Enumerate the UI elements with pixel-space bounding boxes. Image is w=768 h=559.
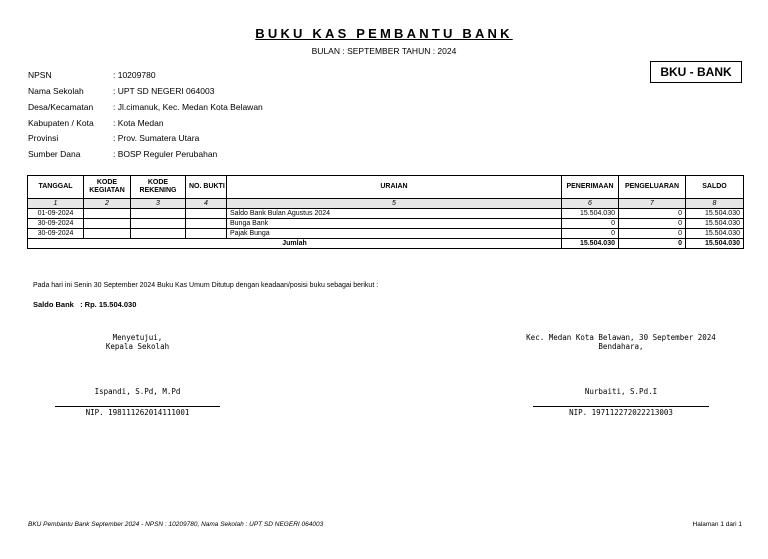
total-penerimaan: 15.504.030 (562, 239, 619, 249)
info-label: Provinsi (28, 133, 59, 143)
info-value: : UPT SD NEGERI 064003 (113, 86, 215, 96)
info-value: : BOSP Reguler Perubahan (113, 149, 218, 159)
info-row-npsn (28, 70, 156, 80)
cell-kode-kegiatan (84, 229, 131, 239)
cell-tanggal: 30-09-2024 (28, 219, 84, 229)
cell-saldo: 15.504.030 (686, 229, 744, 239)
cell-saldo: 15.504.030 (686, 209, 744, 219)
column-number: 3 (131, 199, 186, 209)
cell-penerimaan: 0 (562, 229, 619, 239)
cell-tanggal: 01-09-2024 (28, 209, 84, 219)
cell-pengeluaran: 0 (619, 209, 686, 219)
cell-tanggal: 30-09-2024 (28, 229, 84, 239)
cell-saldo: 15.504.030 (686, 219, 744, 229)
document-title: BUKU KAS PEMBANTU BANK (255, 26, 513, 41)
cell-penerimaan: 0 (562, 219, 619, 229)
table-row (28, 209, 744, 219)
cell-pengeluaran: 0 (619, 219, 686, 229)
cell-kode-kegiatan (84, 209, 131, 219)
signature-title: Kepala Sekolah (105, 342, 170, 351)
signature-place-date: Kec. Medan Kota Belawan, 30 September 2024 (526, 333, 716, 342)
signature-name: Nurbaiti, S.Pd.I (584, 387, 658, 396)
info-row-village (28, 102, 263, 112)
table-row (28, 229, 744, 239)
closing-statement: Pada hari ini Senin 30 September 2024 Buku Kas Umum Ditutup dengan keadaan/posisi buku sebagai berikut : (33, 282, 379, 289)
table-row (28, 219, 744, 229)
column-number: 5 (227, 199, 562, 209)
cell-uraian: Pajak Bunga (227, 229, 562, 239)
cell-uraian: Bunga Bank (227, 219, 562, 229)
info-row-fund-source (28, 149, 217, 159)
info-row-province (28, 133, 199, 143)
cell-penerimaan: 15.504.030 (562, 209, 619, 219)
footer-document-info: BKU Pembantu Bank September 2024 - NPSN : 10209780, Nama Sekolah : UPT SD NEGERI 064003 (28, 521, 324, 528)
column-number: 1 (28, 199, 84, 209)
info-value: : 10209780 (113, 70, 156, 80)
saldo-bank: Saldo Bank : Rp. 15.504.030 (33, 300, 137, 309)
info-row-regency (28, 118, 164, 128)
info-value: : Kota Medan (113, 118, 164, 128)
info-value: : Jl.cimanuk, Kec. Medan Kota Belawan (113, 102, 263, 112)
signature-line (533, 406, 709, 407)
total-label: Jumlah (28, 239, 562, 249)
signature-line (55, 406, 220, 407)
column-header: KODE KEGIATAN (84, 176, 131, 199)
cell-kode-rekening (131, 209, 186, 219)
bku-badge: BKU - BANK (650, 61, 742, 83)
footer-page-number: Halaman 1 dari 1 (692, 521, 742, 528)
column-header: URAIAN (227, 176, 562, 199)
column-number: 7 (619, 199, 686, 209)
info-label: Desa/Kecamatan (28, 102, 94, 112)
column-number-row (28, 199, 744, 209)
cell-uraian: Saldo Bank Bulan Agustus 2024 (227, 209, 562, 219)
column-header: PENERIMAAN (562, 176, 619, 199)
cell-no-bukti (186, 229, 227, 239)
cell-no-bukti (186, 219, 227, 229)
column-number: 4 (186, 199, 227, 209)
cell-kode-rekening (131, 219, 186, 229)
signature-nip: NIP. 197112272022213003 (569, 408, 673, 417)
signature-name: Ispandi, S.Pd, M.Pd (94, 387, 181, 396)
info-label: NPSN (28, 70, 52, 80)
column-header: SALDO (686, 176, 744, 199)
info-value: : Prov. Sumatera Utara (113, 133, 200, 143)
info-label: Nama Sekolah (28, 86, 84, 96)
cell-kode-rekening (131, 229, 186, 239)
cell-no-bukti (186, 209, 227, 219)
cell-kode-kegiatan (84, 219, 131, 229)
total-row (28, 239, 744, 249)
document-period: BULAN : SEPTEMBER TAHUN : 2024 (311, 46, 457, 56)
column-header: NO. BUKTI (186, 176, 227, 199)
column-header: PENGELUARAN (619, 176, 686, 199)
total-saldo: 15.504.030 (686, 239, 744, 249)
cell-pengeluaran: 0 (619, 229, 686, 239)
signature-role: Menyetujui, (112, 333, 163, 342)
info-label: Kabupaten / Kota (28, 118, 94, 128)
column-header: TANGGAL (28, 176, 84, 199)
column-number: 8 (686, 199, 744, 209)
ledger-table (27, 175, 744, 249)
column-header: KODE REKENING (131, 176, 186, 199)
total-pengeluaran: 0 (619, 239, 686, 249)
info-row-school-name (28, 86, 214, 96)
table-header-row (28, 176, 744, 199)
column-number: 2 (84, 199, 131, 209)
info-label: Sumber Dana (28, 149, 81, 159)
signature-nip: NIP. 198111262014111001 (85, 408, 190, 417)
signature-title: Bendahara, (598, 342, 644, 351)
column-number: 6 (562, 199, 619, 209)
